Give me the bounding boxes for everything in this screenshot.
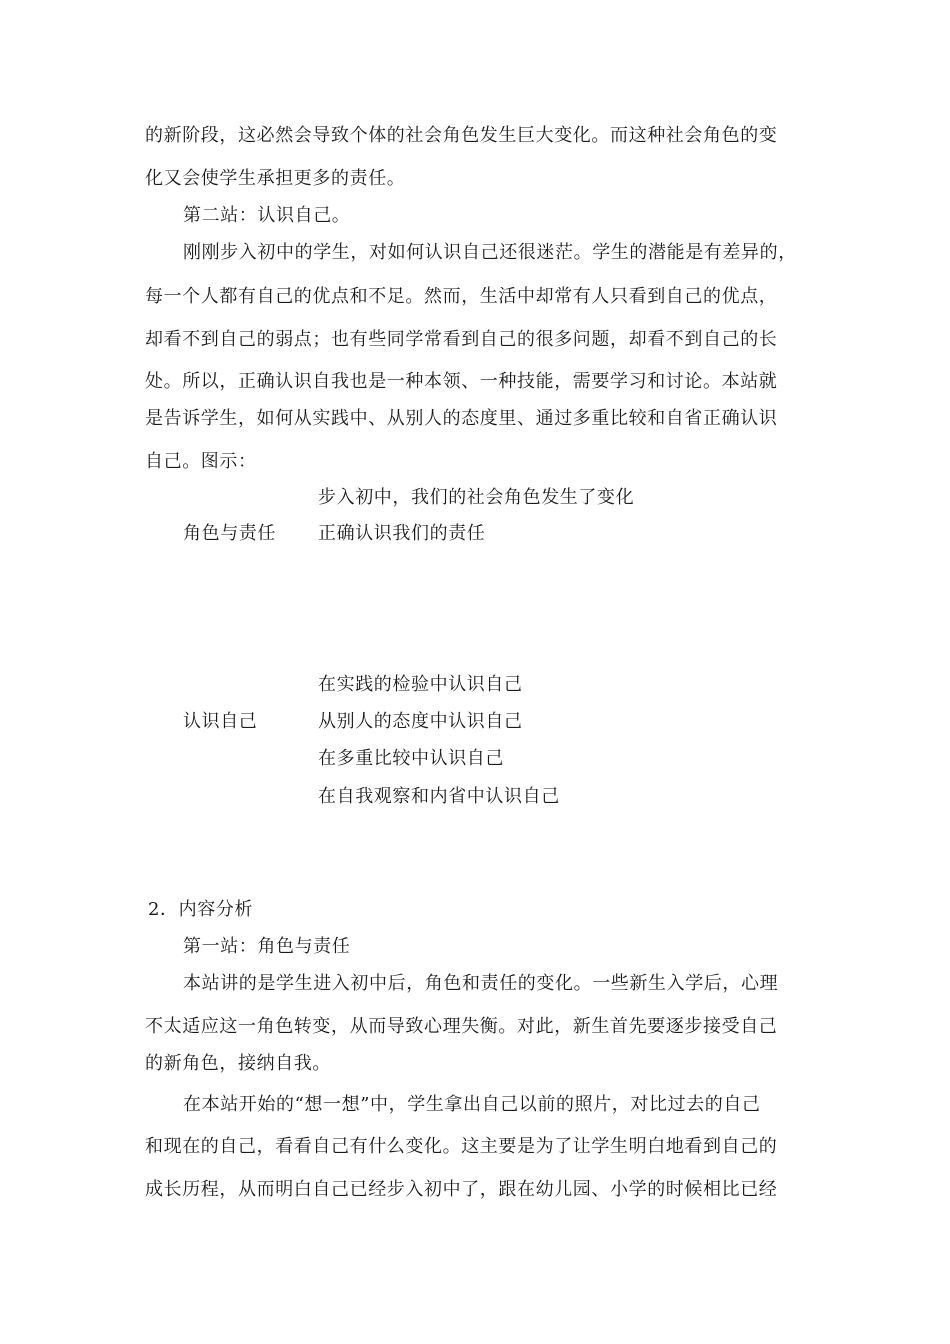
- paragraph-line: 不太适应这一角色转变，从而导致心理失衡。对此，新生首先要逐步接受自己: [145, 1016, 778, 1037]
- paragraph-line: 成长历程，从而明白自己已经步入初中了，跟在幼儿园、小学的时候相比已经: [145, 1179, 778, 1200]
- paragraph-line: 每一个人都有自己的优点和不足。然而，生活中却常有人只看到自己的优点，: [145, 286, 778, 307]
- paragraph-line: 在本站开始的“想一想”中，学生拿出自己以前的照片，对比过去的自己: [183, 1094, 761, 1115]
- station-one-heading: 第一站：角色与责任: [183, 936, 351, 957]
- paragraph-line: 本站讲的是学生进入初中后，角色和责任的变化。一些新生入学后，心理: [183, 973, 779, 994]
- paragraph-line: 的新阶段，这必然会导致个体的社会角色发生巨大变化。而这种社会角色的变: [145, 125, 778, 146]
- diagram-label: 角色与责任: [183, 523, 276, 544]
- station-two-heading: 第二站：认识自己。: [183, 205, 351, 226]
- paragraph-line: 化又会使学生承担更多的责任。: [145, 168, 406, 189]
- paragraph-line: 的新角色，接纳自我。: [145, 1053, 331, 1074]
- diagram-item: 正确认识我们的责任: [318, 523, 486, 544]
- diagram-item: 在自我观察和内省中认识自己: [318, 786, 560, 807]
- paragraph-line: 却看不到自己的弱点；也有些同学常看到自己的很多问题，却看不到自己的长: [145, 329, 778, 350]
- paragraph-line: 处。所以，正确认识自我也是一种本领、一种技能，需要学习和讨论。本站就: [145, 371, 778, 392]
- diagram-label: 认识自己: [183, 711, 258, 732]
- diagram-item: 从别人的态度中认识自己: [318, 711, 523, 732]
- paragraph-line: 是告诉学生，如何从实践中、从别人的态度里、通过多重比较和自省正确认识: [145, 408, 778, 429]
- diagram-item: 步入初中，我们的社会角色发生了变化: [318, 487, 635, 508]
- paragraph-line: 刚刚步入初中的学生，对如何认识自己还很迷茫。学生的潜能是有差异的，: [183, 242, 797, 263]
- section-heading: 2．内容分析: [148, 899, 254, 920]
- diagram-item: 在多重比较中认识自己: [318, 748, 504, 769]
- diagram-item: 在实践的检验中认识自己: [318, 674, 523, 695]
- paragraph-line: 自己。图示：: [145, 451, 257, 472]
- paragraph-line: 和现在的自己，看看自己有什么变化。这主要是为了让学生明白地看到自己的: [145, 1136, 778, 1157]
